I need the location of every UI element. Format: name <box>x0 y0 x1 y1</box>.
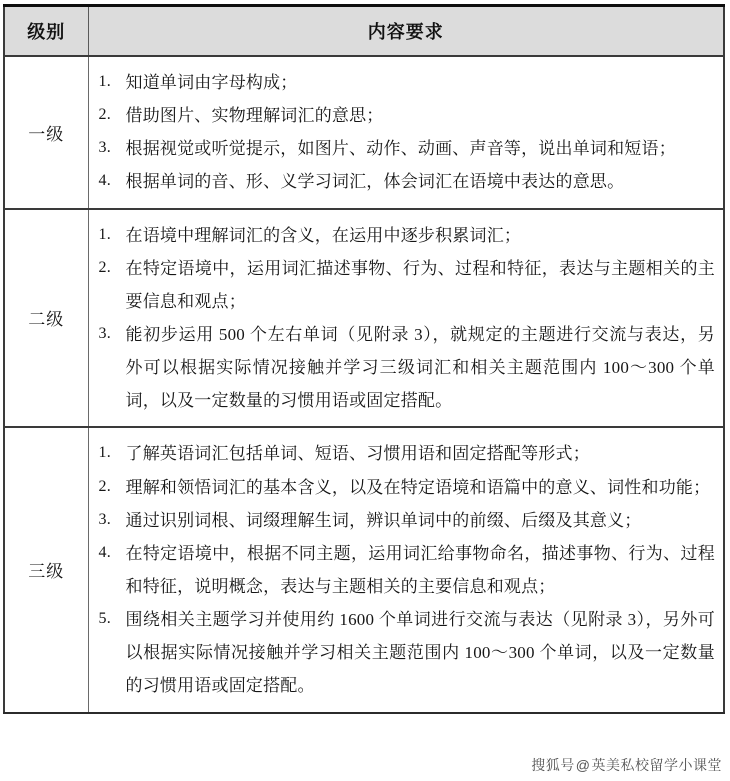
watermark-at-icon: @ <box>575 757 591 773</box>
list-item <box>99 219 716 252</box>
item-text: 在语境中理解词汇的含义，在运用中逐步积累词汇； <box>125 225 522 245</box>
table-row <box>4 427 724 712</box>
item-number: 2. <box>98 477 111 495</box>
item-number: 1. <box>98 225 111 243</box>
item-number: 3. <box>98 324 111 342</box>
requirement-list-3 <box>99 437 716 702</box>
list-item <box>99 537 716 603</box>
requirements-table <box>3 4 725 714</box>
item-text: 知道单词由字母构成； <box>125 73 298 92</box>
document-page <box>0 4 730 781</box>
item-number: 5. <box>98 610 111 628</box>
watermark-account: 英美私校留学小课堂 <box>591 757 722 773</box>
content-cell-3 <box>88 427 724 712</box>
watermark-prefix: 搜狐号 <box>531 757 575 773</box>
header-row <box>4 6 724 57</box>
list-item <box>99 99 716 132</box>
item-text: 在特定语境中，根据不同主题，运用词汇给事物命名，描述事物、行为、过程和特征，说明概念，表达与主题相关的主要信息和观点； <box>125 543 715 596</box>
table-header <box>4 6 724 57</box>
item-text: 围绕相关主题学习并使用约 1600 个单词进行交流与表达（见附录 3），另外可以根据实际情况接触并学习相关主题范围内 100～300 个单词，以及一定数量的习惯用语或固定搭配。 <box>125 610 715 696</box>
content-cell-1 <box>88 56 724 209</box>
item-text: 通过识别词根、词缀理解生词，辨识单词中的前缀、后缀及其意义； <box>125 510 642 530</box>
list-item <box>99 132 716 165</box>
list-item <box>99 603 716 702</box>
list-item <box>99 66 716 99</box>
list-item <box>99 504 716 537</box>
level-cell-3: 三级 <box>4 427 88 712</box>
list-item <box>99 471 716 504</box>
item-number: 4. <box>98 172 111 190</box>
requirement-list-2 <box>99 219 716 418</box>
level-cell-2: 二级 <box>4 209 88 428</box>
header-cell-content: 内容要求 <box>88 6 724 57</box>
item-number: 3. <box>98 510 111 528</box>
list-item <box>99 165 716 198</box>
item-text: 在特定语境中，运用词汇描述事物、行为、过程和特征，表达与主题相关的主要信息和观点； <box>125 258 715 311</box>
item-number: 1. <box>98 73 111 90</box>
item-text: 借助图片、实物理解词汇的意思； <box>125 106 384 126</box>
table-row <box>4 56 724 209</box>
list-item <box>99 437 716 470</box>
content-cell-2 <box>88 209 724 428</box>
list-item <box>99 252 716 318</box>
table-row <box>4 209 724 428</box>
header-cell-level: 级别 <box>4 6 88 57</box>
item-text: 了解英语词汇包括单词、短语、习惯用语和固定搭配等形式； <box>125 444 590 464</box>
item-number: 3. <box>98 139 111 157</box>
item-text: 能初步运用 500 个左右单词（见附录 3），就规定的主题进行交流与表达，另外可以根据实际情况接触并学习三级词汇和相关主题范围内 100～300 个单词，以及一定数量的习惯用语或固定搭配。 <box>125 324 715 411</box>
requirement-list-1 <box>99 66 716 199</box>
item-text: 根据单词的音、形、义学习词汇，体会词汇在语境中表达的意思。 <box>125 172 625 192</box>
item-number: 4. <box>98 543 111 561</box>
watermark <box>531 755 722 775</box>
item-text: 理解和领悟词汇的基本含义，以及在特定语境和语篇中的意义、词性和功能； <box>125 477 711 497</box>
item-number: 2. <box>98 106 111 124</box>
item-number: 2. <box>98 258 111 276</box>
item-number: 1. <box>98 444 111 462</box>
level-cell-1: 一级 <box>4 56 88 209</box>
list-item <box>99 318 716 417</box>
table-body <box>4 56 724 713</box>
item-text: 根据视觉或听觉提示，如图片、动作、动画、声音等，说出单词和短语； <box>125 139 676 159</box>
